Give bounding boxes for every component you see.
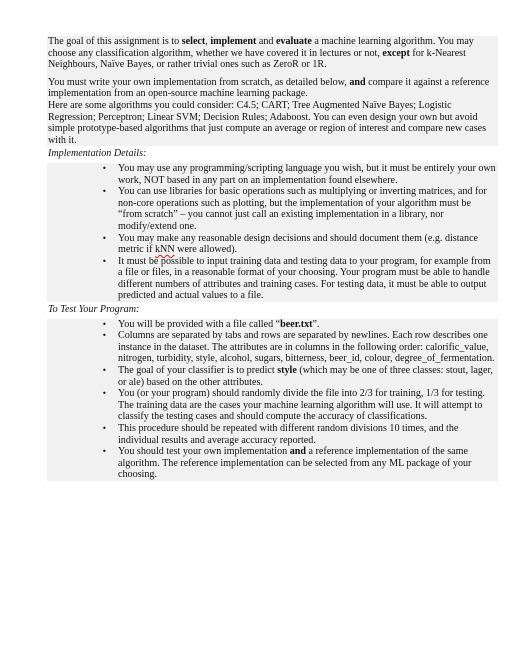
list-item: • You may use any programming/scripting language you wish, but it must be entirely your own work, NOT based in any part on an implementation found elsewhere.: [117, 163, 496, 186]
list-item: • The goal of your classifier is to predict style (which may be one of three classes: stout, lager, or ale) based on the other attributes.: [117, 365, 496, 388]
list-item: • You (or your program) should randomly divide the file into 2/3 for training, 1/3 for testing. The training data are the cases your machine learning algorithm will use. It will attempt to classify the testing cases and should compute the accuracy of classifications.: [117, 388, 496, 423]
implementation-details-heading: Implementation Details:: [48, 148, 147, 160]
intro-paragraph-implementation: You must write your own implementation from scratch, as detailed below, and compare it against a reference implementation from an open-source machine learning package.: [48, 76, 490, 100]
spellcheck-flagged-word: kNN: [155, 244, 175, 256]
intro-paragraph-algorithms: Here are some algorithms you could consider: C4.5; CART; Tree Augmented Naïve Bayes; Logistic Regression; Perceptron; Linear SVM; Decision Rules; Adaboost. You can even design your own but avoid simple prototype-based algorithms that just compute an average or region of interest and compare new cases with it.: [48, 99, 487, 146]
list-item: • You may make any reasonable design decisions and should document them (e.g. distance metric if kNN were allowed).: [117, 233, 496, 256]
implementation-details-list: [47, 163, 498, 302]
assignment-document: [47, 36, 498, 481]
list-item: • You will be provided with a file called “beer.txt”.: [117, 319, 496, 331]
list-item: • This procedure should be repeated with different random divisions 10 times, and the individual results and average accuracy reported.: [117, 423, 496, 446]
intro-paragraph-goal: The goal of this assignment is to select, implement and evaluate a machine learning algorithm. You may choose any classification algorithm, whether we have covered it in lectures or not, except for k-Nearest Neighbours, Naïve Bayes, or rather trivial ones such as ZeroR or 1R.: [48, 36, 474, 71]
list-item: • It must be possible to input training data and testing data to your program, for example from a file or files, in a reasonable format of your choosing. Your program must be able to handle different numbers of attributes and training cases. For testing data, it must be able to output predicted and actual values to a file.: [117, 256, 496, 302]
test-program-list: [47, 319, 498, 481]
list-item: • You can use libraries for basic operations such as multiplying or inverting matrices, and for non-core operations such as plotting, but the implementation of your algorithm must be “from scratch” – you cannot just call an existing implementation in a library, nor modify/extend one.: [117, 186, 496, 232]
list-item: • Columns are separated by tabs and rows are separated by newlines. Each row describes one instance in the dataset. The attributes are in columns in the following order: calorific_value, nitrogen, turbidity, style, alcohol, sugars, bitterness, beer_id, colour, degree_of_fermentation.: [117, 330, 496, 365]
intro-section: [47, 36, 498, 146]
test-program-heading: To Test Your Program:: [48, 304, 140, 316]
list-item: • You should test your own implementation and a reference implementation of the same algorithm. The reference implementation can be selected from any ML package of your choosing.: [117, 446, 496, 481]
